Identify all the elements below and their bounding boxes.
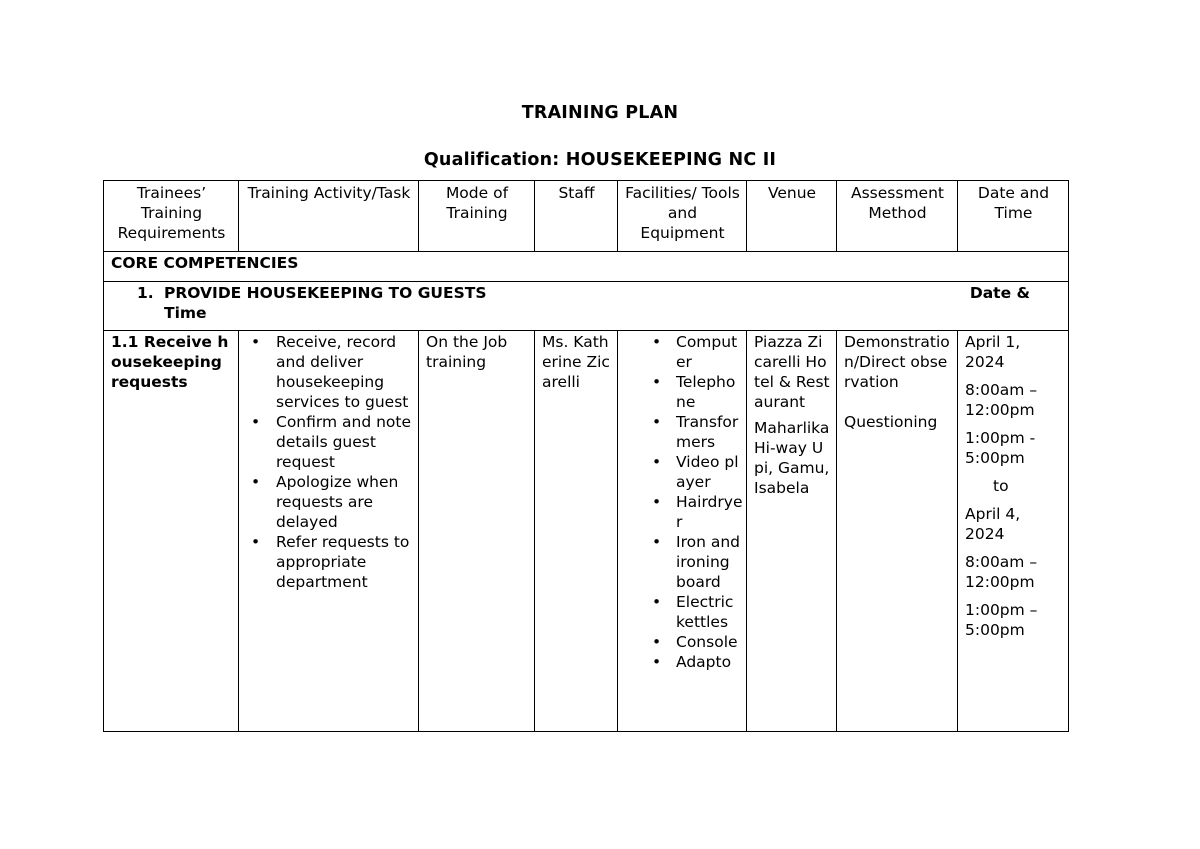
venue-address: Maharlika Hi-way Upi, Gamu, Isabela — [754, 419, 830, 497]
header-activity: Training Activity/Task — [239, 181, 419, 252]
header-venue: Venue — [747, 181, 837, 252]
facilities-cell — [618, 331, 747, 732]
assessment-method: Demonstration/Direct observation — [844, 333, 950, 391]
header-facilities: Facilities/ Tools and Equipment — [618, 181, 747, 252]
mode-cell: On the Job training — [419, 331, 535, 732]
header-assessment: Assessment Method — [837, 181, 958, 252]
unit-number: 1. — [137, 284, 154, 302]
list-item: • Confirm and note details guest request — [246, 412, 412, 472]
unit-title-cont: Time — [164, 304, 207, 322]
time-text: 8:00am – 12:00pm — [965, 553, 1038, 591]
unit-row — [104, 282, 1069, 331]
list-item: • Computer — [625, 332, 744, 372]
staff-cell: Ms. Katherine Zicarelli — [535, 331, 618, 732]
date-text: April 4, 2024 — [965, 505, 1021, 543]
time-text: 8:00am – 12:00pm — [965, 381, 1038, 419]
assessment-cell — [837, 331, 958, 732]
section-title: CORE COMPETENCIES — [104, 252, 1069, 282]
list-item: • Video player — [625, 452, 744, 492]
unit-date-label: Date & — [969, 284, 1030, 302]
activity-cell — [239, 331, 419, 732]
date-separator: to — [993, 477, 1009, 495]
date-text: April 1, 2024 — [965, 333, 1021, 371]
list-item: • Electric kettles — [625, 592, 744, 632]
unit-title: PROVIDE HOUSEKEEPING TO GUESTS — [164, 284, 487, 302]
list-item: • Hairdryer — [625, 492, 744, 532]
list-item: • Apologize when requests are delayed — [246, 472, 412, 532]
time-text: 1:00pm - 5:00pm — [965, 429, 1036, 467]
table-row — [104, 331, 1069, 732]
unit-cell — [104, 282, 1069, 331]
training-plan-table — [103, 180, 1069, 732]
list-item: • Adapto — [625, 652, 744, 672]
assessment-method: Questioning — [844, 413, 938, 431]
list-item: • Iron and ironing board — [625, 532, 744, 592]
list-item: • Console — [625, 632, 744, 652]
venue-cell — [747, 331, 837, 732]
header-staff: Staff — [535, 181, 618, 252]
list-item: • Refer requests to appropriate department — [246, 532, 412, 592]
qualification-heading: Qualification: HOUSEKEEPING NC II — [423, 150, 777, 170]
document-title: TRAINING PLAN — [521, 103, 679, 123]
date-cell — [958, 331, 1069, 732]
section-row — [104, 252, 1069, 282]
venue-name: Piazza Zicarelli Hotel & Restaurant — [754, 333, 830, 411]
time-text: 1:00pm – 5:00pm — [965, 601, 1038, 639]
header-row — [104, 181, 1069, 252]
list-item: • Telephone — [625, 372, 744, 412]
list-item: • Transformers — [625, 412, 744, 452]
header-date-time: Date and Time — [958, 181, 1069, 252]
list-item: • Receive, record and deliver housekeeping services to guest — [246, 332, 412, 412]
header-mode: Mode of Training — [419, 181, 535, 252]
requirement-cell: 1.1 Receive housekeeping requests — [104, 331, 239, 732]
header-requirements: Trainees’ Training Requirements — [104, 181, 239, 252]
